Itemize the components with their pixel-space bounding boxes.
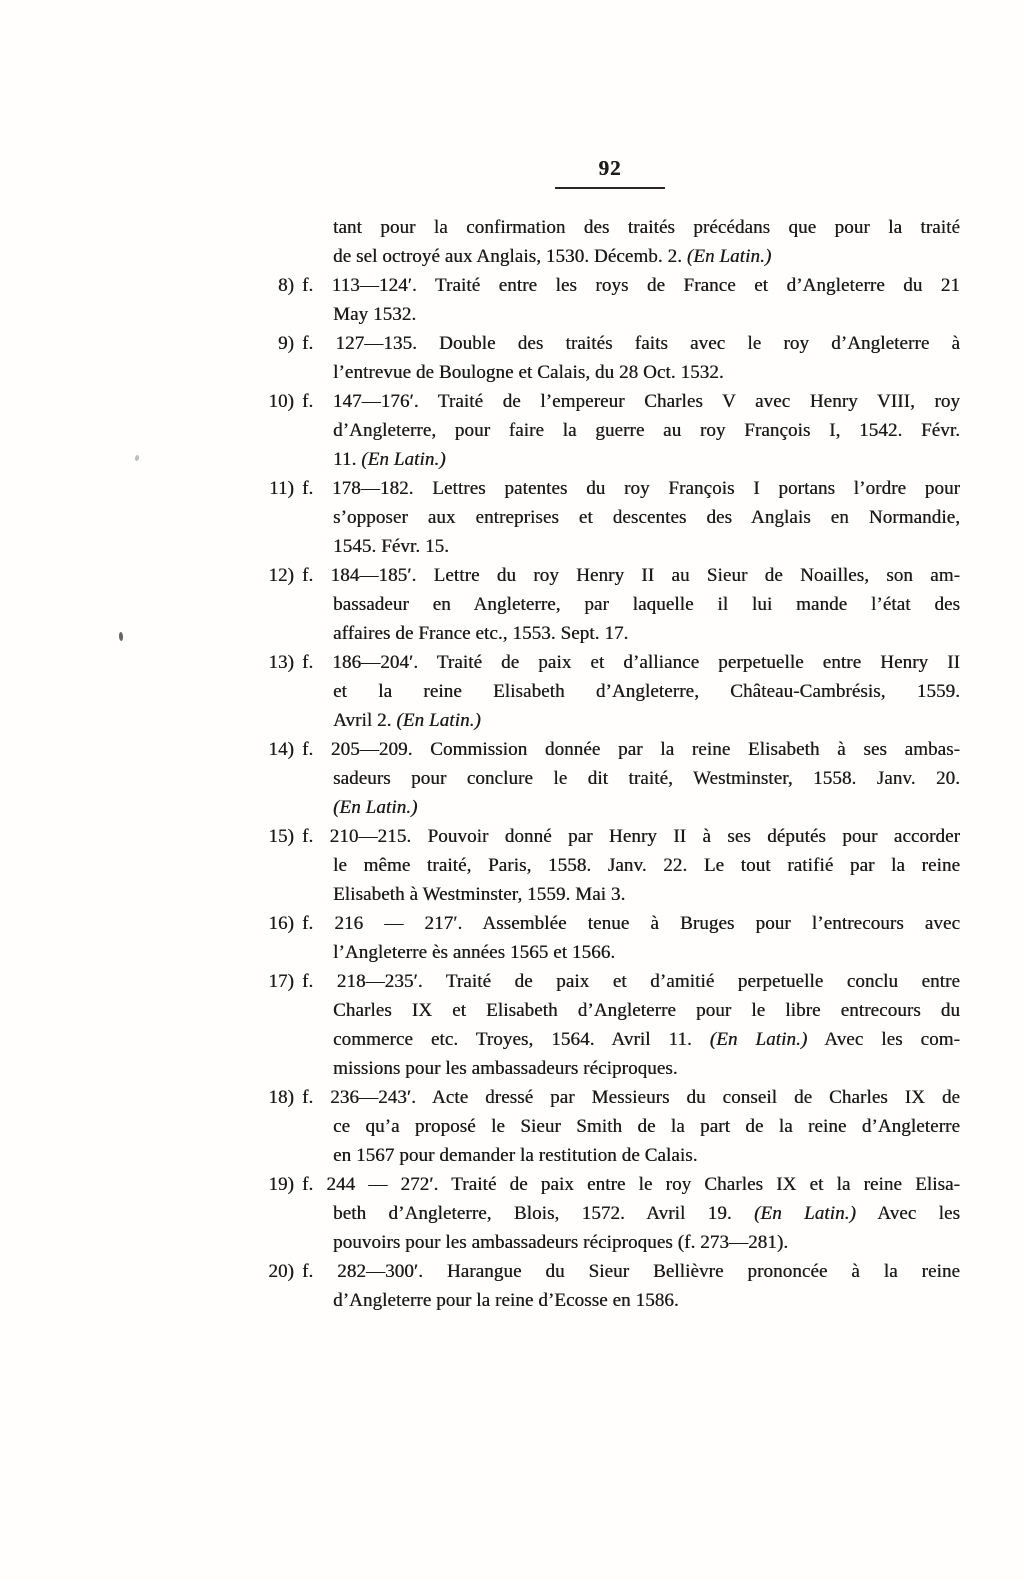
scan-speck: [134, 455, 139, 462]
entry-text: sadeurs pour conclure le dit traité, Westminster, 1558. Janv. 20.: [333, 768, 960, 789]
entry-line: [260, 503, 960, 532]
catalog-entry: [260, 648, 960, 735]
scan-speck: [119, 632, 124, 641]
entry-text: tant pour la confirmation des traités précédans que pour la traité: [333, 217, 960, 238]
entry-text: f. 282—300′. Harangue du Sieur Bellièvre prononcée à la reine: [302, 1261, 960, 1282]
entry-line: [260, 1112, 960, 1141]
entry-line: [260, 677, 960, 706]
entry-line: [260, 1228, 960, 1257]
entry-text: f. 186—204′. Traité de paix et d’alliance perpetuelle entre Henry II: [302, 652, 960, 673]
entry-line: [260, 242, 960, 271]
entry-line: [260, 648, 960, 677]
catalog-entry: [260, 909, 960, 967]
entry-line: [260, 1199, 960, 1228]
entry-number: 12): [268, 565, 294, 586]
entry-text: le même traité, Paris, 1558. Janv. 22. Le tout ratifié par la reine: [333, 855, 960, 876]
entry-text: d’Angleterre pour la reine d’Ecosse en 1586.: [333, 1290, 679, 1311]
entry-text: f. 147—176′. Traité de l’empereur Charles V avec Henry VIII, roy: [302, 391, 960, 412]
entry-line: [260, 822, 960, 851]
entry-line: [260, 590, 960, 619]
entry-line: [260, 300, 960, 329]
latin-note: (En Latin.): [753, 1203, 856, 1224]
entry-text: f. 184—185′. Lettre du roy Henry II au Sieur de Noailles, son am-: [302, 565, 960, 586]
entry-line: [260, 213, 960, 242]
entry-line: [260, 329, 960, 358]
catalog-entry: [260, 822, 960, 909]
entry-text: en 1567 pour demander la restitution de Calais.: [333, 1145, 698, 1166]
entry-number: 14): [268, 739, 294, 760]
entry-text: l’entrevue de Boulogne et Calais, du 28 Oct. 1532.: [333, 362, 724, 383]
entry-line: [260, 271, 960, 300]
latin-note: (En Latin.): [709, 1029, 808, 1050]
entry-text: affaires de France etc., 1553. Sept. 17.: [333, 623, 629, 644]
latin-note: (En Latin.): [361, 449, 446, 470]
latin-note: (En Latin.): [686, 246, 772, 267]
catalog-entry: [260, 387, 960, 474]
catalog-entry: [260, 1170, 960, 1257]
entry-text: May 1532.: [333, 304, 417, 325]
catalog-entry: [260, 1083, 960, 1170]
header-rule: [555, 187, 665, 189]
entry-text: f. 218—235′. Traité de paix et d’amitié perpetuelle conclu entre: [302, 971, 960, 992]
entry-number: 18): [268, 1087, 294, 1108]
entry-text: Avec les: [855, 1203, 960, 1224]
entry-line: [260, 358, 960, 387]
entry-text: 11.: [333, 449, 362, 470]
entry-number: 8): [277, 275, 294, 296]
entry-text: missions pour les ambassadeurs réciproques.: [333, 1058, 678, 1079]
entry-text: f. 244 — 272′. Traité de paix entre le roy Charles IX et la reine Elisa-: [302, 1174, 960, 1195]
entry-line: [260, 1257, 960, 1286]
entry-number: 19): [268, 1174, 294, 1195]
entry-line: [260, 1141, 960, 1170]
entry-text: s’opposer aux entreprises et descentes des Anglais en Normandie,: [333, 507, 960, 528]
latin-note: (En Latin.): [333, 797, 418, 818]
entry-line: [260, 851, 960, 880]
entry-number: 13): [268, 652, 294, 673]
entry-text: f. 127—135. Double des traités faits avec le roy d’Angleterre à: [302, 333, 960, 354]
entry-text: f. 210—215. Pouvoir donné par Henry II à ses députés pour accorder: [302, 826, 960, 847]
latin-note: (En Latin.): [396, 710, 481, 731]
intro-paragraph: [260, 213, 960, 271]
entry-line: [260, 938, 960, 967]
entry-line: [260, 416, 960, 445]
entry-text: et la reine Elisabeth d’Angleterre, Château-Cambrésis, 1559.: [333, 681, 960, 702]
entry-line: [260, 532, 960, 561]
entry-text: f. 236—243′. Acte dressé par Messieurs du conseil de Charles IX de: [302, 1087, 960, 1108]
page-number: 92: [598, 156, 622, 180]
catalog-entry: [260, 967, 960, 1083]
entry-line: [260, 793, 960, 822]
entry-line: [260, 1286, 960, 1315]
entry-line: [260, 1025, 960, 1054]
entry-line: [260, 706, 960, 735]
entry-text: bassadeur en Angleterre, par laquelle il lui mande l’état des: [333, 594, 960, 615]
entry-text: de sel octroyé aux Anglais, 1530. Décemb. 2.: [333, 246, 687, 267]
entry-line: [260, 1054, 960, 1083]
entry-number: 17): [268, 971, 294, 992]
entry-line: [260, 561, 960, 590]
page-header: [260, 156, 960, 189]
catalog-entry: [260, 1257, 960, 1315]
entry-text: beth d’Angleterre, Blois, 1572. Avril 19.: [333, 1203, 754, 1224]
entry-text: f. 113—124′. Traité entre les roys de France et d’Angleterre du 21: [302, 275, 960, 296]
entry-text: f. 216 — 217′. Assemblée tenue à Bruges pour l’entrecours avec: [302, 913, 960, 934]
entry-text: Elisabeth à Westminster, 1559. Mai 3.: [333, 884, 626, 905]
entry-line: [260, 880, 960, 909]
entry-text: ce qu’a proposé le Sieur Smith de la part de la reine d’Angleterre: [333, 1116, 960, 1137]
entry-number: 9): [277, 333, 294, 354]
entry-line: [260, 445, 960, 474]
entry-text: f. 205—209. Commission donnée par la reine Elisabeth à ses ambas-: [302, 739, 960, 760]
catalog-entry: [260, 561, 960, 648]
entry-line: [260, 996, 960, 1025]
catalog-entry: [260, 474, 960, 561]
entry-line: [260, 387, 960, 416]
entry-text: d’Angleterre, pour faire la guerre au roy François I, 1542. Févr.: [333, 420, 960, 441]
entry-text: l’Angleterre ès années 1565 et 1566.: [333, 942, 616, 963]
entry-text: 1545. Févr. 15.: [333, 536, 450, 557]
entry-number: 16): [268, 913, 294, 934]
entry-line: [260, 764, 960, 793]
entry-text: Avec les com-: [807, 1029, 960, 1050]
catalog-entry: [260, 329, 960, 387]
entry-line: [260, 1170, 960, 1199]
entry-number: 10): [268, 391, 294, 412]
entry-number: 11): [269, 478, 294, 499]
entry-line: [260, 474, 960, 503]
entry-text: commerce etc. Troyes, 1564. Avril 11.: [333, 1029, 710, 1050]
entry-line: [260, 619, 960, 648]
entry-text: Charles IX et Elisabeth d’Angleterre pour le libre entrecours du: [333, 1000, 960, 1021]
entry-number: 20): [268, 1261, 294, 1282]
entry-text: pouvoirs pour les ambassadeurs réciproques (f. 273—281).: [333, 1232, 789, 1253]
entry-line: [260, 909, 960, 938]
catalog-entry: [260, 735, 960, 822]
entry-text: f. 178—182. Lettres patentes du roy François I portans l’ordre pour: [302, 478, 960, 499]
text-block: [260, 213, 960, 1315]
entry-line: [260, 1083, 960, 1112]
catalog-entry: [260, 271, 960, 329]
entry-line: [260, 735, 960, 764]
entry-line: [260, 967, 960, 996]
entry-text: Avril 2.: [333, 710, 397, 731]
entry-number: 15): [268, 826, 294, 847]
